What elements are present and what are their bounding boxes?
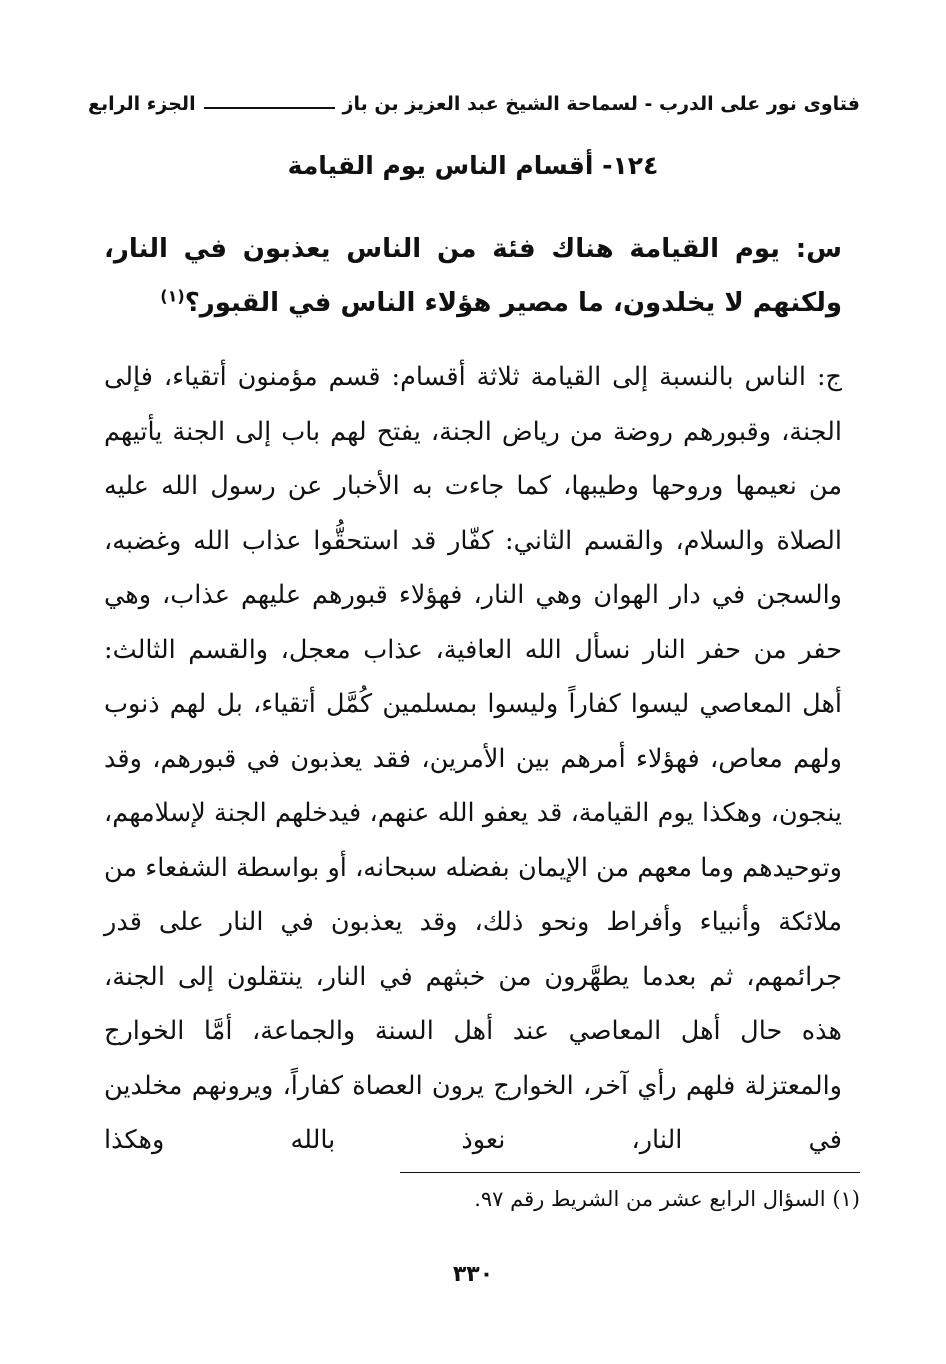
footnote-marker[interactable]: (١) bbox=[160, 286, 185, 306]
chapter-title: ١٢٤- أقسام الناس يوم القيامة bbox=[287, 151, 659, 180]
book-title: فتاوى نور على الدرب - لسماحة الشيخ عبد العزيز بن باز bbox=[342, 93, 860, 115]
footnote: (١) السؤال الرابع عشر من الشريط رقم ٩٧. bbox=[474, 1187, 860, 1211]
question-text: س: يوم القيامة هناك فئة من الناس يعذبون في النار، ولكنهم لا يخلدون، ما مصير هؤلاء الناس في القبور؟ bbox=[104, 234, 842, 318]
header-rule bbox=[204, 107, 335, 109]
question-paragraph bbox=[104, 222, 842, 330]
answer-paragraph: ج: الناس بالنسبة إلى القيامة ثلاثة أقسام: قسم مؤمنون أتقياء، فإلى الجنة، وقبورهم روضة من رياض الجنة، يفتح لهم باب إلى الجنة يأتيهم من نعيمها وروحها وطيبها، كما جاءت به الأخبار عن رسول الله عليه الصلاة والسلام، والقسم الثاني: كفّار قد استحقُّوا عذاب الله وغضبه، والسجن في دار الهوان وهي النار، فهؤلاء قبورهم عليهم عذاب، وهي حفر من حفر النار نسأل الله العافية، عذاب معجل، والقسم الثالث: أهل المعاصي ليسوا كفاراً وليسوا بمسلمين كُمَّل أتقياء، بل لهم ذنوب ولهم معاص، فهؤلاء أمرهم بين الأمرين، فقد يعذبون في قبورهم، وقد ينجون، وهكذا يوم القيامة، قد يعفو الله عنهم، فيدخلهم الجنة لإسلامهم، وتوحيدهم وما معهم من الإيمان بفضله سبحانه، أو بواسطة الشفعاء من ملائكة وأنبياء وأفراط ونحو ذلك، وقد يعذبون في النار على قدر جرائمهم، ثم بعدما يطهَّرون من خبثهم في النار، ينتقلون إلى الجنة، هذه حال أهل المعاصي عند أهل السنة والجماعة، أمَّا الخوارج والمعتزلة فلهم رأي آخر، الخوارج يرون العصاة كفاراً، ويرونهم مخلدين في النار، نعوذ بالله وهكذا bbox=[104, 362, 842, 1155]
footnote-divider bbox=[400, 1172, 860, 1173]
page-number: ٣٣٠ bbox=[452, 1262, 494, 1287]
running-header bbox=[88, 86, 860, 122]
volume-label: الجزء الرابع bbox=[88, 93, 196, 115]
